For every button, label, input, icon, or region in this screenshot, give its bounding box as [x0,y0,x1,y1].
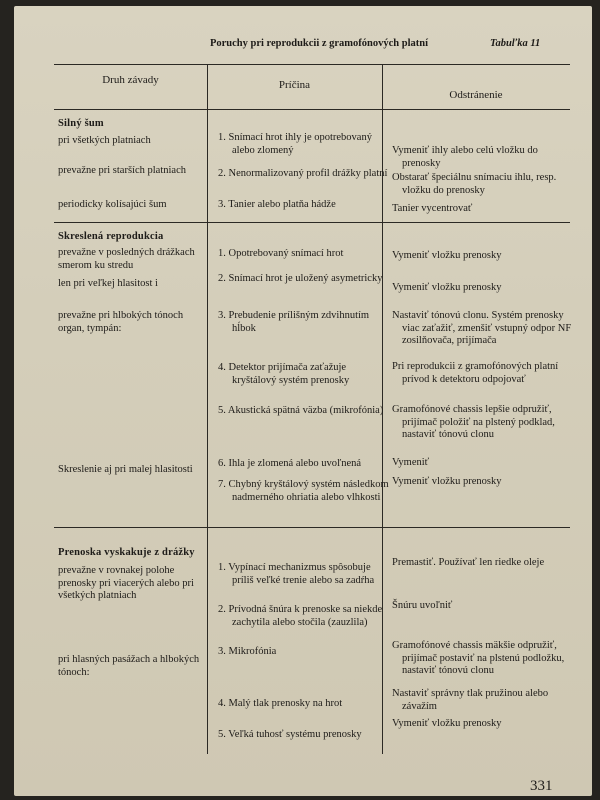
section-heading: Prenoska vyskakuje z drážky [58,547,195,558]
remedy-cell: Tanier vycentrovať [392,203,473,214]
section-heading: Silný šum [58,118,104,129]
cause-cell: 3. Prebudenie prílišným zdvihnutím hĺbok [218,310,370,334]
remedy-cell: Vymeniť ihly alebo celú vložku do prenosky [392,145,538,169]
col-divider-1 [207,64,208,754]
rule-section-2 [54,527,570,528]
remedy-cell: Šnúru uvoľniť [392,600,453,611]
remedy-cell: Pri reprodukcii z gramofónových platní prívod k detektoru odpojovať [392,361,559,385]
page-number: 331 [530,778,553,794]
defect-cell: prevažne v posledných drážkach smerom ku stredu [58,247,195,271]
table-number: Tabuľka 11 [490,38,541,49]
remedy-cell: Nastaviť správny tlak pružinou alebo závažím [392,688,549,712]
rule-header [54,109,570,110]
cause-cell: 2. Nenormalizovaný profil drážky platní [218,168,388,179]
cause-cell: 1. Opotrebovaný snímací hrot [218,248,344,259]
cause-cell: 2. Snímací hrot je uložený asymetricky [218,273,383,284]
cause-cell: 5. Veľká tuhosť systému prenosky [218,729,362,740]
column-header-cause: Príčina [278,79,311,91]
cause-cell: 2. Prívodná šnúra k prenoske sa niekde zachytila alebo stočila (zauzlila) [218,604,383,628]
cause-cell: 3. Tanier alebo platňa hádže [218,199,336,210]
cause-cell: 1. Snímací hrot ihly je opotrebovaný alebo zlomený [218,132,372,156]
rule-top [54,64,570,65]
defect-cell: prevažne v rovnakej polohe prenosky pri viacerých alebo pri všetkých platniach [58,565,194,601]
remedy-cell: Vymeniť vložku prenosky [392,282,502,293]
cause-cell: 4. Malý tlak prenosky na hrot [218,698,343,709]
table-title: Poruchy pri reprodukcii z gramofónových platní [209,38,429,49]
defect-cell: prevažne pri starších platniach [58,165,186,176]
remedy-cell: Vymeniť vložku prenosky [392,718,502,729]
remedy-cell: Obstarať špeciálnu snímaciu ihlu, resp. vložku do prenosky [392,172,557,196]
column-header-defect: Druh závady [102,74,159,86]
defect-cell: Skreslenie aj pri malej hlasitosti [58,464,193,475]
remedy-cell: Vymeniť vložku prenosky [392,476,502,487]
defect-cell: prevažne pri hlbokých tónoch organ, tympán: [58,310,184,334]
remedy-cell: Vymeniť [392,457,430,468]
remedy-cell: Premastiť. Používať len riedke oleje [392,557,545,568]
cause-cell: 1. Vypínací mechanizmus spôsobuje príliš veľké trenie alebo sa zadŕha [218,562,375,586]
defect-cell: pri všetkých platniach [58,135,151,146]
cause-cell: 6. Ihla je zlomená alebo uvoľnená [218,458,362,469]
cause-cell: 4. Detektor prijímača zaťažuje kryštálový systém prenosky [218,362,350,386]
defect-cell: len pri veľkej hlasitost i [58,278,158,289]
remedy-cell: Vymeniť vložku prenosky [392,250,502,261]
column-header-remedy: Odstránenie [449,89,503,101]
cause-cell: 3. Mikrofónia [218,646,277,657]
book-page [14,6,592,796]
cause-cell: 7. Chybný kryštálový systém následkom nadmerného ohriatia alebo vlhkosti [218,479,389,503]
cause-cell: 5. Akustická spätná väzba (mikrofónia) [218,405,384,416]
rule-section-1 [54,222,570,223]
remedy-cell: Gramofónové chassis mäkšie odpružiť, prijímač postaviť na plstenú podložku, nastaviť tónovú clonu [392,640,565,676]
defect-cell: pri hlasných pasážach a hlbokých tónoch: [58,654,200,678]
remedy-cell: Nastaviť tónovú clonu. Systém prenosky viac zaťažiť, zmenšiť vstupný odpor NF zosilňovača, prijímača [392,310,572,346]
remedy-cell: Gramofónové chassis lepšie odpružiť, prijímač položiť na plstený podklad, nastaviť tónovú clonu [392,404,555,440]
defect-cell: periodicky kolísajúci šum [58,199,167,210]
section-heading: Skreslená reprodukcia [58,231,164,242]
